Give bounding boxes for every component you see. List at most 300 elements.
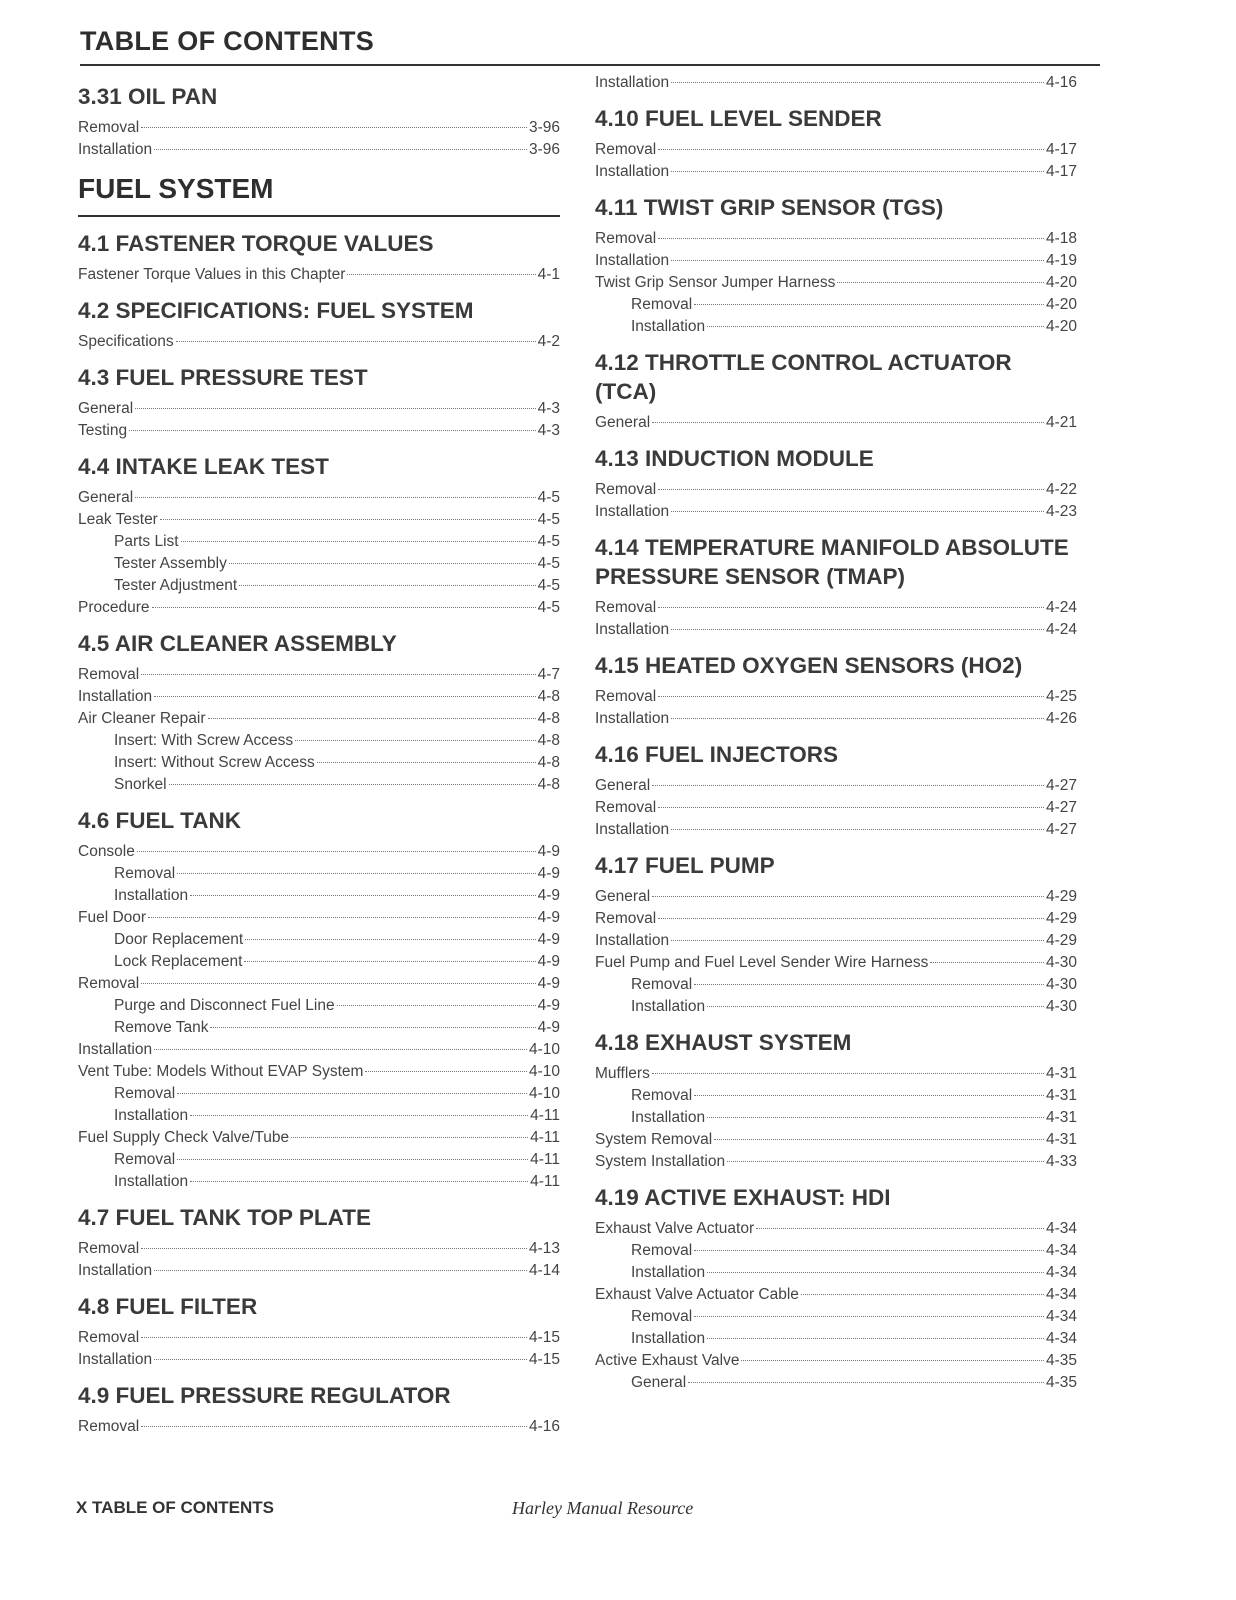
toc-entry <box>595 686 1077 708</box>
entry-label: General <box>78 400 134 417</box>
dot-leader <box>652 422 1044 423</box>
entry-page-number: 4-35 <box>1045 1374 1077 1391</box>
entry-label: General <box>595 414 651 431</box>
dot-leader <box>181 541 536 542</box>
entry-label: Fastener Torque Values in this Chapter <box>78 266 346 283</box>
dot-leader <box>190 1181 528 1182</box>
entry-label: Installation <box>631 318 706 335</box>
toc-entry <box>595 775 1077 797</box>
entry-label: Removal <box>114 1085 176 1102</box>
entry-page-number: 3-96 <box>528 119 560 136</box>
dot-leader <box>707 1006 1044 1007</box>
toc-entry <box>78 1260 560 1282</box>
entry-page-number: 4-11 <box>530 1151 560 1168</box>
entry-page-number: 4-34 <box>1045 1330 1077 1347</box>
part-rule <box>78 215 560 217</box>
dot-leader <box>671 511 1044 512</box>
footer-watermark: Harley Manual Resource <box>512 1498 694 1518</box>
section-heading: 4.13 INDUCTION MODULE <box>595 446 874 471</box>
entry-page-number: 4-9 <box>537 887 560 904</box>
toc-entry <box>595 501 1077 523</box>
toc-entry <box>78 907 560 929</box>
toc-entry <box>595 139 1077 161</box>
entry-label: Removal <box>595 688 657 705</box>
entry-page-number: 4-10 <box>528 1063 560 1080</box>
entry-page-number: 4-11 <box>530 1173 560 1190</box>
entry-page-number: 4-34 <box>1045 1308 1077 1325</box>
toc-entry <box>78 1039 560 1061</box>
entry-page-number: 3-96 <box>528 141 560 158</box>
dot-leader <box>930 962 1044 963</box>
part-heading: FUEL SYSTEM <box>78 173 274 204</box>
toc-entry <box>595 952 1077 974</box>
entry-page-number: 4-26 <box>1045 710 1077 727</box>
toc-entry <box>78 1416 560 1438</box>
entry-page-number: 4-22 <box>1045 481 1077 498</box>
dot-leader <box>707 1117 1044 1118</box>
toc-entry <box>595 886 1077 908</box>
toc-entry <box>595 479 1077 501</box>
entry-page-number: 4-3 <box>537 422 560 439</box>
entry-page-number: 4-19 <box>1045 252 1077 269</box>
entry-page-number: 4-25 <box>1045 688 1077 705</box>
entry-page-number: 4-31 <box>1045 1109 1077 1126</box>
entry-page-number: 4-5 <box>537 511 560 528</box>
entry-page-number: 4-31 <box>1045 1087 1077 1104</box>
dot-leader <box>347 274 535 275</box>
dot-leader <box>154 1270 527 1271</box>
entry-page-number: 4-20 <box>1045 274 1077 291</box>
entry-page-number: 4-3 <box>537 400 560 417</box>
entry-page-number: 4-10 <box>528 1085 560 1102</box>
dot-leader <box>671 718 1044 719</box>
entry-page-number: 4-30 <box>1045 998 1077 1015</box>
dot-leader <box>154 1049 527 1050</box>
toc-subentry <box>78 1105 560 1127</box>
toc-entry <box>78 264 560 286</box>
entry-label: Insert: Without Screw Access <box>114 754 315 771</box>
dot-leader <box>671 940 1044 941</box>
entry-label: General <box>631 1374 687 1391</box>
toc-entry <box>78 398 560 420</box>
entry-label: Installation <box>595 74 670 91</box>
entry-page-number: 4-29 <box>1045 932 1077 949</box>
toc-entry <box>595 161 1077 183</box>
entry-page-number: 4-27 <box>1045 799 1077 816</box>
toc-entry <box>595 1218 1077 1240</box>
entry-label: Insert: With Screw Access <box>114 732 294 749</box>
toc-entry <box>78 1061 560 1083</box>
entry-label: Air Cleaner Repair <box>78 710 206 727</box>
toc-entry <box>78 597 560 619</box>
entry-label: Fuel Door <box>78 909 147 926</box>
dot-leader <box>756 1228 1044 1229</box>
entry-label: General <box>595 777 651 794</box>
entry-page-number: 4-23 <box>1045 503 1077 520</box>
dot-leader <box>239 585 535 586</box>
entry-label: Installation <box>631 1109 706 1126</box>
dot-leader <box>694 1095 1044 1096</box>
entry-page-number: 4-1 <box>537 266 560 283</box>
toc-entry <box>595 228 1077 250</box>
dot-leader <box>694 304 1044 305</box>
toc-entry <box>595 1129 1077 1151</box>
entry-page-number: 4-27 <box>1045 777 1077 794</box>
dot-leader <box>658 696 1044 697</box>
entry-page-number: 4-9 <box>537 909 560 926</box>
dot-leader <box>694 984 1044 985</box>
toc-entry <box>595 1284 1077 1306</box>
entry-page-number: 4-33 <box>1045 1153 1077 1170</box>
toc-entry <box>595 797 1077 819</box>
toc-subentry <box>78 575 560 597</box>
dot-leader <box>837 282 1044 283</box>
toc-entry <box>78 973 560 995</box>
toc-entry <box>78 420 560 442</box>
toc-subentry <box>78 730 560 752</box>
dot-leader <box>658 918 1044 919</box>
section-heading: 4.3 FUEL PRESSURE TEST <box>78 365 368 390</box>
entry-page-number: 4-16 <box>528 1418 560 1435</box>
dot-leader <box>291 1137 528 1138</box>
dot-leader <box>658 149 1044 150</box>
entry-label: Removal <box>78 975 140 992</box>
toc-entry <box>595 819 1077 841</box>
dot-leader <box>707 326 1044 327</box>
toc-entry <box>595 1350 1077 1372</box>
toc-entry <box>595 619 1077 641</box>
entry-label: Removal <box>595 141 657 158</box>
toc-entry <box>78 686 560 708</box>
entry-page-number: 4-15 <box>528 1329 560 1346</box>
dot-leader <box>658 607 1044 608</box>
dot-leader <box>652 1073 1044 1074</box>
entry-page-number: 4-9 <box>537 997 560 1014</box>
section-heading: 4.6 FUEL TANK <box>78 808 241 833</box>
section-heading: 4.10 FUEL LEVEL SENDER <box>595 106 882 131</box>
toc-entry <box>595 272 1077 294</box>
dot-leader <box>177 1159 528 1160</box>
entry-label: Installation <box>78 688 153 705</box>
toc-entry <box>595 250 1077 272</box>
dot-leader <box>148 917 536 918</box>
entry-page-number: 4-21 <box>1045 414 1077 431</box>
toc-column-left <box>78 72 560 1438</box>
entry-label: Removal <box>595 599 657 616</box>
entry-label: Fuel Supply Check Valve/Tube <box>78 1129 290 1146</box>
toc-subentry <box>595 1372 1077 1394</box>
dot-leader <box>129 430 535 431</box>
toc-subentry <box>595 1240 1077 1262</box>
toc-subentry <box>595 996 1077 1018</box>
entry-label: Removal <box>78 1240 140 1257</box>
dot-leader <box>210 1027 535 1028</box>
entry-label: Installation <box>595 163 670 180</box>
toc-entry <box>595 1151 1077 1173</box>
entry-label: Installation <box>78 1041 153 1058</box>
entry-label: Console <box>78 843 135 860</box>
entry-label: System Installation <box>595 1153 726 1170</box>
entry-page-number: 4-9 <box>537 975 560 992</box>
section-heading: 4.11 TWIST GRIP SENSOR (TGS) <box>595 195 944 220</box>
entry-label: Purge and Disconnect Fuel Line <box>114 997 335 1014</box>
dot-leader <box>137 851 536 852</box>
entry-label: General <box>595 888 651 905</box>
dot-leader <box>177 873 535 874</box>
page-title: TABLE OF CONTENTS <box>80 26 375 56</box>
entry-page-number: 4-35 <box>1045 1352 1077 1369</box>
toc-entry <box>78 487 560 509</box>
entry-page-number: 4-8 <box>537 688 560 705</box>
entry-label: Installation <box>595 710 670 727</box>
entry-page-number: 4-15 <box>528 1351 560 1368</box>
dot-leader <box>694 1316 1044 1317</box>
dot-leader <box>176 341 536 342</box>
toc-entry <box>78 1327 560 1349</box>
dot-leader <box>177 1093 527 1094</box>
header-rule <box>80 64 1100 66</box>
dot-leader <box>658 238 1044 239</box>
entry-label: Exhaust Valve Actuator <box>595 1220 755 1237</box>
dot-leader <box>169 784 536 785</box>
toc-subentry <box>595 974 1077 996</box>
entry-page-number: 4-31 <box>1045 1065 1077 1082</box>
dot-leader <box>652 785 1044 786</box>
toc-subentry <box>78 1171 560 1193</box>
entry-page-number: 4-17 <box>1045 141 1077 158</box>
dot-leader <box>152 607 536 608</box>
entry-label: Removal <box>78 1418 140 1435</box>
dot-leader <box>714 1139 1044 1140</box>
toc-subentry <box>78 995 560 1017</box>
entry-page-number: 4-5 <box>537 555 560 572</box>
entry-label: Door Replacement <box>114 931 244 948</box>
entry-label: Procedure <box>78 599 150 616</box>
toc-entry <box>595 412 1077 434</box>
dot-leader <box>245 939 535 940</box>
entry-label: Removal <box>114 865 176 882</box>
entry-page-number: 4-7 <box>537 666 560 683</box>
entry-page-number: 4-11 <box>530 1107 560 1124</box>
toc-subentry <box>78 863 560 885</box>
entry-page-number: 4-8 <box>537 732 560 749</box>
entry-label: Active Exhaust Valve <box>595 1352 740 1369</box>
section-heading: 3.31 OIL PAN <box>78 84 218 109</box>
entry-page-number: 4-5 <box>537 577 560 594</box>
entry-page-number: 4-9 <box>537 931 560 948</box>
entry-page-number: 4-5 <box>537 533 560 550</box>
entry-page-number: 4-20 <box>1045 296 1077 313</box>
entry-page-number: 4-17 <box>1045 163 1077 180</box>
section-heading: 4.2 SPECIFICATIONS: FUEL SYSTEM <box>78 298 474 323</box>
dot-leader <box>694 1250 1044 1251</box>
toc-subentry <box>595 316 1077 338</box>
dot-leader <box>337 1005 536 1006</box>
entry-label: System Removal <box>595 1131 713 1148</box>
toc-entry <box>595 72 1077 94</box>
toc-subentry <box>78 1149 560 1171</box>
entry-page-number: 4-34 <box>1045 1220 1077 1237</box>
toc-entry <box>78 708 560 730</box>
entry-label: Installation <box>78 1351 153 1368</box>
entry-label: Removal <box>595 481 657 498</box>
entry-label: Snorkel <box>114 776 167 793</box>
dot-leader <box>671 260 1044 261</box>
entry-page-number: 4-8 <box>537 710 560 727</box>
entry-page-number: 4-8 <box>537 754 560 771</box>
section-heading: 4.17 FUEL PUMP <box>595 853 775 878</box>
dot-leader <box>652 896 1044 897</box>
dot-leader <box>244 961 535 962</box>
entry-label: Installation <box>595 932 670 949</box>
dot-leader <box>190 1115 528 1116</box>
entry-label: Removal <box>631 976 693 993</box>
toc-subentry <box>595 1085 1077 1107</box>
section-heading: 4.4 INTAKE LEAK TEST <box>78 454 329 479</box>
entry-label: Specifications <box>78 333 174 350</box>
entry-page-number: 4-14 <box>528 1262 560 1279</box>
entry-page-number: 4-5 <box>537 599 560 616</box>
dot-leader <box>801 1294 1044 1295</box>
toc-subentry <box>78 885 560 907</box>
dot-leader <box>229 563 536 564</box>
entry-label: Installation <box>114 1107 189 1124</box>
section-heading: 4.1 FASTENER TORQUE VALUES <box>78 231 434 256</box>
dot-leader <box>141 127 527 128</box>
dot-leader <box>141 983 535 984</box>
entry-page-number: 4-30 <box>1045 954 1077 971</box>
dot-leader <box>141 1426 527 1427</box>
toc-entry <box>78 1238 560 1260</box>
entry-page-number: 4-9 <box>537 1019 560 1036</box>
entry-page-number: 4-9 <box>537 865 560 882</box>
dot-leader <box>707 1338 1044 1339</box>
dot-leader <box>135 408 535 409</box>
footer-page-label: X TABLE OF CONTENTS <box>76 1498 275 1517</box>
dot-leader <box>658 489 1044 490</box>
entry-label: Removal <box>631 1308 693 1325</box>
entry-page-number: 4-24 <box>1045 599 1077 616</box>
entry-label: Vent Tube: Models Without EVAP System <box>78 1063 364 1080</box>
section-heading: 4.14 TEMPERATURE MANIFOLD ABSOLUTE PRESSURE SENSOR (TMAP) <box>595 535 1069 589</box>
entry-label: Removal <box>595 910 657 927</box>
entry-label: Remove Tank <box>114 1019 209 1036</box>
entry-label: Installation <box>595 621 670 638</box>
dot-leader <box>141 1248 527 1249</box>
entry-page-number: 4-16 <box>1045 74 1077 91</box>
dot-leader <box>671 829 1044 830</box>
entry-page-number: 4-13 <box>528 1240 560 1257</box>
entry-label: Removal <box>631 296 693 313</box>
dot-leader <box>154 1359 527 1360</box>
toc-entry <box>595 1063 1077 1085</box>
entry-page-number: 4-34 <box>1045 1286 1077 1303</box>
toc-column-right <box>595 72 1077 1394</box>
entry-page-number: 4-9 <box>537 843 560 860</box>
toc-entry <box>78 664 560 686</box>
toc-entry <box>78 139 560 161</box>
entry-label: Exhaust Valve Actuator Cable <box>595 1286 799 1303</box>
section-heading: 4.7 FUEL TANK TOP PLATE <box>78 1205 371 1230</box>
entry-label: General <box>78 489 134 506</box>
dot-leader <box>658 807 1044 808</box>
entry-label: Removal <box>631 1242 693 1259</box>
dot-leader <box>688 1382 1044 1383</box>
toc-subentry <box>78 929 560 951</box>
dot-leader <box>707 1272 1044 1273</box>
dot-leader <box>365 1071 527 1072</box>
entry-label: Mufflers <box>595 1065 650 1082</box>
section-heading: 4.16 FUEL INJECTORS <box>595 742 838 767</box>
dot-leader <box>295 740 535 741</box>
section-heading: 4.5 AIR CLEANER ASSEMBLY <box>78 631 397 656</box>
entry-label: Installation <box>78 141 153 158</box>
dot-leader <box>671 171 1044 172</box>
entry-label: Removal <box>78 666 140 683</box>
entry-label: Installation <box>631 1264 706 1281</box>
toc-subentry <box>78 1017 560 1039</box>
entry-label: Parts List <box>114 533 179 550</box>
entry-label: Twist Grip Sensor Jumper Harness <box>595 274 836 291</box>
dot-leader <box>135 497 535 498</box>
entry-page-number: 4-24 <box>1045 621 1077 638</box>
dot-leader <box>741 1360 1044 1361</box>
entry-page-number: 4-29 <box>1045 910 1077 927</box>
section-heading: 4.9 FUEL PRESSURE REGULATOR <box>78 1383 451 1408</box>
entry-label: Tester Adjustment <box>114 577 238 594</box>
entry-page-number: 4-11 <box>530 1129 560 1146</box>
entry-page-number: 4-30 <box>1045 976 1077 993</box>
entry-page-number: 4-2 <box>537 333 560 350</box>
dot-leader <box>208 718 536 719</box>
entry-label: Removal <box>595 230 657 247</box>
entry-page-number: 4-34 <box>1045 1264 1077 1281</box>
toc-subentry <box>595 1107 1077 1129</box>
entry-page-number: 4-10 <box>528 1041 560 1058</box>
section-heading: 4.12 THROTTLE CONTROL ACTUATOR (TCA) <box>595 350 1012 404</box>
entry-page-number: 4-31 <box>1045 1131 1077 1148</box>
toc-subentry <box>78 1083 560 1105</box>
dot-leader <box>141 674 535 675</box>
entry-label: Installation <box>114 1173 189 1190</box>
toc-entry <box>78 1349 560 1371</box>
entry-label: Installation <box>595 503 670 520</box>
entry-page-number: 4-20 <box>1045 318 1077 335</box>
entry-label: Installation <box>114 887 189 904</box>
entry-page-number: 4-29 <box>1045 888 1077 905</box>
toc-entry <box>595 908 1077 930</box>
entry-page-number: 4-5 <box>537 489 560 506</box>
entry-label: Removal <box>595 799 657 816</box>
section-heading: 4.8 FUEL FILTER <box>78 1294 258 1319</box>
toc-entry <box>595 930 1077 952</box>
entry-label: Tester Assembly <box>114 555 227 572</box>
entry-label: Installation <box>595 821 670 838</box>
dot-leader <box>727 1161 1044 1162</box>
toc-subentry <box>78 531 560 553</box>
dot-leader <box>190 895 535 896</box>
toc-subentry <box>595 294 1077 316</box>
dot-leader <box>154 149 527 150</box>
entry-page-number: 4-8 <box>537 776 560 793</box>
section-heading: 4.18 EXHAUST SYSTEM <box>595 1030 852 1055</box>
entry-label: Installation <box>78 1262 153 1279</box>
entry-label: Removal <box>78 119 140 136</box>
dot-leader <box>154 696 535 697</box>
entry-label: Installation <box>595 252 670 269</box>
toc-subentry <box>78 752 560 774</box>
entry-label: Testing <box>78 422 128 439</box>
